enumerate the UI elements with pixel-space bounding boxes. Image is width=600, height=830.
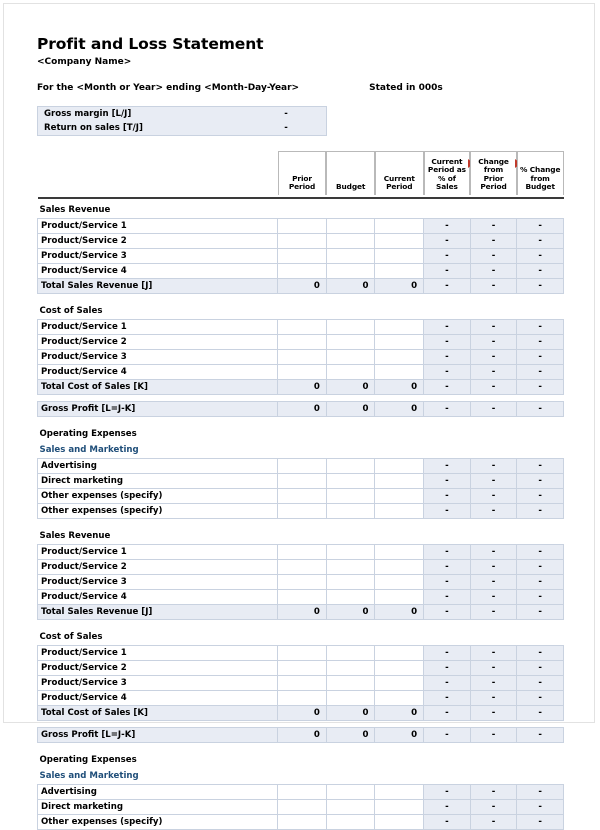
cell-change_budget[interactable]: - [517,350,564,365]
cell-current_pct_sales[interactable]: - [424,545,471,560]
cell-current_pct_sales[interactable]: - [424,605,471,620]
cell-current_pct_sales[interactable]: - [424,728,471,743]
cell-change_budget[interactable]: - [517,605,564,620]
cell-change_prior[interactable]: - [470,279,517,294]
section-heading: Sales Revenue [39,530,111,541]
document-page [3,3,595,827]
row-label: Direct marketing [38,800,278,815]
cell-budget[interactable] [326,785,375,800]
cell-change_budget[interactable]: - [517,234,564,249]
cell-change_budget[interactable]: - [517,676,564,691]
row-label: Product/Service 3 [38,249,278,264]
cell-prior_period[interactable] [278,365,327,380]
column-header-current_period [375,151,424,195]
cell-prior_period[interactable] [278,264,327,279]
period-label: For the <Month or Year> ending <Month-Day-Year> [37,83,300,93]
row-label: Other expenses (specify) [38,504,278,519]
cell-current_period[interactable] [375,350,424,365]
row-label: Product/Service 1 [38,646,278,661]
cell-current_pct_sales[interactable]: - [424,365,471,380]
cell-budget[interactable] [326,815,375,830]
cell-budget[interactable] [326,365,375,380]
cell-change_budget[interactable]: - [517,646,564,661]
row-label: Product/Service 2 [38,234,278,249]
table-row [38,504,564,519]
cell-budget[interactable] [326,320,375,335]
cell-change_prior[interactable]: - [470,815,517,830]
cell-budget[interactable]: 0 [326,605,375,620]
column-header-label: Current Period [383,173,415,192]
row-label: Product/Service 2 [38,560,278,575]
table-row [38,350,564,365]
ratio-value-return-on-sales: - [284,123,288,133]
cell-current_period[interactable] [375,474,424,489]
cell-change_budget[interactable]: - [517,219,564,234]
row-label: Product/Service 4 [38,590,278,605]
table-row [38,706,564,721]
cell-current_period[interactable]: 0 [375,279,424,294]
table-row [38,560,564,575]
cell-current_pct_sales[interactable]: - [424,661,471,676]
cell-change_budget[interactable]: - [517,545,564,560]
column-header-label: Current Period as % of Sales [427,156,466,192]
cell-current_pct_sales[interactable]: - [424,335,471,350]
table-row [38,575,564,590]
cell-current_period[interactable] [375,785,424,800]
cell-current_period[interactable] [375,264,424,279]
cell-current_pct_sales[interactable]: - [424,234,471,249]
ratio-value-gross-margin: - [284,109,288,119]
cell-prior_period[interactable]: 0 [278,380,327,395]
row-label: Product/Service 4 [38,365,278,380]
cell-current_pct_sales[interactable]: - [424,320,471,335]
cell-change_budget[interactable]: - [517,560,564,575]
cell-current_period[interactable] [375,489,424,504]
cell-prior_period[interactable]: 0 [278,605,327,620]
row-label: Advertising [38,785,278,800]
cell-prior_period[interactable] [278,661,327,676]
column-header-label: Budget [335,182,366,192]
cell-budget[interactable]: 0 [326,728,375,743]
cell-current_period[interactable] [375,646,424,661]
cell-change_prior[interactable]: - [470,459,517,474]
cell-budget[interactable] [326,800,375,815]
cell-prior_period[interactable]: 0 [278,402,327,417]
column-header-budget [326,151,375,195]
cell-change_prior[interactable]: - [470,706,517,721]
table-row [38,815,564,830]
page-title: Profit and Loss Statement [37,35,264,53]
cell-change_budget[interactable]: - [517,815,564,830]
row-label: Total Cost of Sales [K] [38,706,278,721]
cell-change_prior[interactable]: - [470,335,517,350]
row-label: Other expenses (specify) [38,815,278,830]
cell-prior_period[interactable] [278,219,327,234]
column-header-label: % Change from Budget [519,165,561,192]
row-label: Product/Service 3 [38,676,278,691]
cell-change_budget[interactable]: - [517,800,564,815]
row-label: Product/Service 4 [38,691,278,706]
cell-budget[interactable] [326,661,375,676]
section-heading-row [38,749,564,768]
cell-prior_period[interactable] [278,234,327,249]
cell-current_period[interactable] [375,234,424,249]
table-row [38,279,564,294]
section-heading: Cost of Sales [39,305,103,316]
column-header-label [38,151,278,195]
table-row [38,335,564,350]
table-row [38,380,564,395]
cell-current_pct_sales[interactable]: - [424,646,471,661]
cell-budget[interactable] [326,504,375,519]
row-label: Gross Profit [L=J-K] [38,402,278,417]
row-label: Product/Service 2 [38,661,278,676]
cell-change_budget[interactable]: - [517,459,564,474]
cell-budget[interactable] [326,646,375,661]
cell-budget[interactable] [326,335,375,350]
cell-change_prior[interactable]: - [470,365,517,380]
cell-change_prior[interactable]: - [470,646,517,661]
cell-prior_period[interactable] [278,335,327,350]
table-row [38,249,564,264]
cell-current_pct_sales[interactable]: - [424,350,471,365]
cell-change_prior[interactable]: - [470,605,517,620]
cell-current_period[interactable]: 0 [375,728,424,743]
cell-change_prior[interactable]: - [470,545,517,560]
cell-current_pct_sales[interactable]: - [424,279,471,294]
cell-change_prior[interactable]: - [470,691,517,706]
section-heading-row [38,423,564,442]
section-heading: Cost of Sales [39,631,103,642]
ratio-row-return-on-sales [38,121,326,135]
table-row [38,474,564,489]
table-row [38,234,564,249]
cell-change_prior[interactable]: - [470,489,517,504]
cell-budget[interactable] [326,691,375,706]
section-subheading: Sales and Marketing [39,770,139,781]
row-label: Direct marketing [38,474,278,489]
cell-budget[interactable] [326,350,375,365]
cell-budget[interactable] [326,575,375,590]
section-heading: Operating Expenses [39,754,137,765]
row-label: Product/Service 2 [38,335,278,350]
cell-current_pct_sales[interactable]: - [424,706,471,721]
cell-change_budget[interactable]: - [517,575,564,590]
cell-current_period[interactable]: 0 [375,380,424,395]
cell-change_budget[interactable]: - [517,249,564,264]
table-body [38,199,564,830]
cell-change_prior[interactable]: - [470,474,517,489]
cell-change_budget[interactable]: - [517,279,564,294]
cell-current_period[interactable] [375,459,424,474]
cell-current_period[interactable] [375,676,424,691]
cell-current_period[interactable]: 0 [375,706,424,721]
cell-current_period[interactable] [375,661,424,676]
cell-current_period[interactable] [375,800,424,815]
cell-prior_period[interactable] [278,691,327,706]
cell-change_budget[interactable]: - [517,365,564,380]
cell-change_budget[interactable]: - [517,380,564,395]
column-header-change_prior [470,151,517,195]
document-body [37,34,564,830]
table-row [38,646,564,661]
column-header-current_pct_sales [424,151,471,195]
cell-current_period[interactable] [375,504,424,519]
cell-prior_period[interactable] [278,489,327,504]
company-name: <Company Name> [37,57,132,67]
table-row [38,402,564,417]
table-row [38,605,564,620]
cell-prior_period[interactable] [278,320,327,335]
row-label: Other expenses (specify) [38,489,278,504]
cell-current_pct_sales[interactable]: - [424,474,471,489]
cell-change_prior[interactable]: - [470,661,517,676]
table-row [38,590,564,605]
cell-current_pct_sales[interactable]: - [424,676,471,691]
cell-budget[interactable] [326,474,375,489]
cell-change_budget[interactable]: - [517,335,564,350]
cell-budget[interactable] [326,560,375,575]
row-label: Total Sales Revenue [J] [38,279,278,294]
cell-budget[interactable] [326,264,375,279]
cell-budget[interactable] [326,234,375,249]
table-row [38,320,564,335]
cell-prior_period[interactable] [278,800,327,815]
column-header-label: Prior Period [288,173,316,192]
cell-change_prior[interactable]: - [470,219,517,234]
row-label: Total Cost of Sales [K] [38,380,278,395]
cell-change_budget[interactable]: - [517,706,564,721]
cell-prior_period[interactable] [278,646,327,661]
cell-current_pct_sales[interactable]: - [424,691,471,706]
section-heading-row [38,300,564,320]
cell-current_period[interactable] [375,320,424,335]
table-header-row [38,150,564,198]
table-row [38,545,564,560]
row-label: Product/Service 1 [38,320,278,335]
cell-change_budget[interactable]: - [517,661,564,676]
cell-prior_period[interactable]: 0 [278,728,327,743]
row-label: Gross Profit [L=J-K] [38,728,278,743]
cell-prior_period[interactable] [278,575,327,590]
table-row [38,728,564,743]
cell-current_period[interactable] [375,335,424,350]
cell-current_period[interactable]: 0 [375,402,424,417]
cell-current_pct_sales[interactable]: - [424,264,471,279]
cell-change_prior[interactable]: - [470,264,517,279]
section-heading-row [38,525,564,545]
row-label: Product/Service 1 [38,545,278,560]
section-heading-row [38,626,564,646]
cell-current_pct_sales[interactable]: - [424,489,471,504]
ratio-label-return-on-sales: Return on sales [T/J] [44,123,143,133]
cell-change_budget[interactable]: - [517,474,564,489]
cell-current_pct_sales[interactable]: - [424,560,471,575]
cell-prior_period[interactable]: 0 [278,279,327,294]
cell-prior_period[interactable] [278,459,327,474]
cell-current_pct_sales[interactable]: - [424,402,471,417]
cell-budget[interactable] [326,676,375,691]
table-row [38,365,564,380]
cell-prior_period[interactable]: 0 [278,706,327,721]
period-row [37,82,564,95]
cell-budget[interactable] [326,590,375,605]
stated-in-label: Stated in 000s [369,83,443,93]
cell-change_budget[interactable]: - [517,264,564,279]
row-label: Product/Service 1 [38,219,278,234]
cell-prior_period[interactable] [278,590,327,605]
table-row [38,676,564,691]
cell-prior_period[interactable] [278,545,327,560]
cell-current_pct_sales[interactable]: - [424,575,471,590]
section-heading: Operating Expenses [39,428,137,439]
table-row [38,459,564,474]
cell-current_pct_sales[interactable]: - [424,219,471,234]
table-row [38,800,564,815]
cell-current_pct_sales[interactable]: - [424,249,471,264]
ratio-summary-box [37,106,327,136]
cell-current_period[interactable] [375,691,424,706]
cell-prior_period[interactable] [278,560,327,575]
cell-change_prior[interactable]: - [470,728,517,743]
cell-change_budget[interactable]: - [517,728,564,743]
cell-budget[interactable]: 0 [326,706,375,721]
cell-budget[interactable] [326,459,375,474]
cell-budget[interactable] [326,489,375,504]
cell-prior_period[interactable] [278,785,327,800]
cell-current_period[interactable]: 0 [375,605,424,620]
cell-change_budget[interactable]: - [517,785,564,800]
row-label: Product/Service 4 [38,264,278,279]
cell-prior_period[interactable] [278,350,327,365]
table-row [38,489,564,504]
row-label: Advertising [38,459,278,474]
cell-change_prior[interactable]: - [470,590,517,605]
cell-budget[interactable]: 0 [326,279,375,294]
cell-current_period[interactable] [375,590,424,605]
cell-current_period[interactable] [375,545,424,560]
cell-change_budget[interactable]: - [517,320,564,335]
row-label: Product/Service 3 [38,575,278,590]
section-subheading: Sales and Marketing [39,444,139,455]
section-subheading-row [38,768,564,785]
cell-budget[interactable] [326,249,375,264]
cell-change_prior[interactable]: - [470,234,517,249]
profit-loss-table [37,150,564,830]
cell-change_prior[interactable]: - [470,249,517,264]
cell-current_pct_sales[interactable]: - [424,380,471,395]
cell-change_prior[interactable]: - [470,676,517,691]
ratio-row-gross-margin [38,107,326,121]
cell-prior_period[interactable] [278,815,327,830]
cell-prior_period[interactable] [278,474,327,489]
table-row [38,219,564,234]
section-subheading-row [38,442,564,459]
spacer-row [38,721,564,728]
cell-budget[interactable] [326,219,375,234]
cell-current_pct_sales[interactable]: - [424,785,471,800]
cell-change_prior[interactable]: - [470,560,517,575]
cell-current_pct_sales[interactable]: - [424,590,471,605]
cell-prior_period[interactable] [278,249,327,264]
ratio-label-gross-margin: Gross margin [L/J] [44,109,132,119]
table-row [38,661,564,676]
cell-change_prior[interactable]: - [470,504,517,519]
table-row [38,785,564,800]
cell-current_pct_sales[interactable]: - [424,815,471,830]
cell-change_budget[interactable]: - [517,590,564,605]
cell-budget[interactable]: 0 [326,402,375,417]
table-header [38,150,564,199]
table-row [38,691,564,706]
cell-change_prior[interactable]: - [470,575,517,590]
column-header-change_budget [517,151,564,195]
cell-current_period[interactable] [375,815,424,830]
cell-change_budget[interactable]: - [517,402,564,417]
cell-current_period[interactable] [375,365,424,380]
cell-change_budget[interactable]: - [517,691,564,706]
table-row [38,264,564,279]
cell-change_prior[interactable]: - [470,785,517,800]
cell-current_pct_sales[interactable]: - [424,504,471,519]
cell-change_prior[interactable]: - [470,380,517,395]
cell-current_pct_sales[interactable]: - [424,459,471,474]
cell-change_budget[interactable]: - [517,489,564,504]
section-heading-row [38,199,564,219]
section-heading: Sales Revenue [39,204,111,215]
cell-change_prior[interactable]: - [470,320,517,335]
cell-current_period[interactable] [375,219,424,234]
cell-budget[interactable] [326,545,375,560]
cell-current_pct_sales[interactable]: - [424,800,471,815]
cell-budget[interactable]: 0 [326,380,375,395]
cell-prior_period[interactable] [278,504,327,519]
cell-change_budget[interactable]: - [517,504,564,519]
cell-current_period[interactable] [375,249,424,264]
cell-change_prior[interactable]: - [470,800,517,815]
row-label: Product/Service 3 [38,350,278,365]
column-header-prior_period [278,151,327,195]
cell-prior_period[interactable] [278,676,327,691]
cell-change_prior[interactable]: - [470,350,517,365]
column-header-label: Change from Prior Period [478,156,509,192]
row-label: Total Sales Revenue [J] [38,605,278,620]
cell-current_period[interactable] [375,575,424,590]
spacer-row [38,395,564,402]
cell-current_period[interactable] [375,560,424,575]
cell-change_prior[interactable]: - [470,402,517,417]
